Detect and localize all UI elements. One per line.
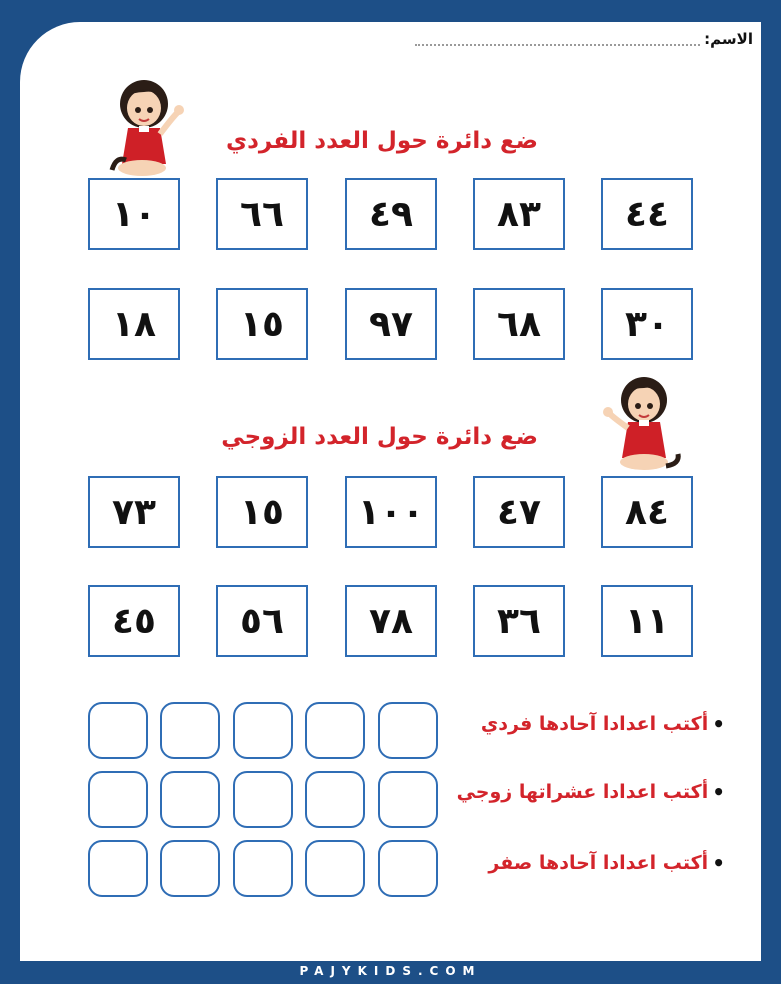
number-box[interactable]: ١٥	[216, 288, 308, 360]
answer-box[interactable]	[378, 771, 438, 828]
name-field[interactable]	[415, 30, 753, 48]
number-box[interactable]: ٣٦	[473, 585, 565, 657]
answer-box[interactable]	[88, 771, 148, 828]
exercise-text: أكتب اعدادا آحادها فردي	[480, 713, 709, 735]
answer-box[interactable]	[305, 840, 365, 897]
number-box[interactable]: ٤٤	[601, 178, 693, 250]
answer-box[interactable]	[160, 702, 220, 759]
girl-illustration	[106, 72, 192, 184]
girl-illustration	[598, 370, 684, 478]
section1-title: ضع دائرة حول العدد الفردي	[226, 128, 538, 154]
answer-box[interactable]	[160, 840, 220, 897]
name-label: الاسم:	[704, 30, 753, 48]
number-box[interactable]: ١١	[601, 585, 693, 657]
exercise-text: أكتب اعدادا آحادها صفر	[488, 852, 709, 874]
answer-box[interactable]	[378, 840, 438, 897]
answer-box[interactable]	[305, 702, 365, 759]
bullet-icon: •	[712, 851, 725, 875]
answer-box[interactable]	[378, 702, 438, 759]
answer-box[interactable]	[88, 840, 148, 897]
bullet-icon: •	[712, 780, 725, 804]
number-box[interactable]: ٨٣	[473, 178, 565, 250]
exercise-instruction	[457, 780, 725, 804]
number-box[interactable]: ٤٥	[88, 585, 180, 657]
number-box[interactable]: ١٥	[216, 476, 308, 548]
answer-box[interactable]	[233, 771, 293, 828]
number-box[interactable]: ١٨	[88, 288, 180, 360]
answer-box[interactable]	[88, 702, 148, 759]
number-box[interactable]: ٦٦	[216, 178, 308, 250]
number-box[interactable]: ٧٨	[345, 585, 437, 657]
number-box[interactable]: ٤٧	[473, 476, 565, 548]
number-box[interactable]: ٥٦	[216, 585, 308, 657]
number-box[interactable]: ١٠٠	[345, 476, 437, 548]
number-box[interactable]: ٣٠	[601, 288, 693, 360]
number-box[interactable]: ٨٤	[601, 476, 693, 548]
number-box[interactable]: ٩٧	[345, 288, 437, 360]
exercise-instruction	[481, 712, 725, 736]
answer-box[interactable]	[233, 702, 293, 759]
name-dotted-line[interactable]	[415, 32, 700, 46]
bullet-icon: •	[712, 712, 725, 736]
answer-box[interactable]	[160, 771, 220, 828]
footer-site: PAJYKIDS.COM	[299, 964, 482, 978]
answer-box[interactable]	[305, 771, 365, 828]
number-box[interactable]: ١٠	[88, 178, 180, 250]
number-box[interactable]: ٤٩	[345, 178, 437, 250]
exercise-instruction	[488, 851, 725, 875]
section2-title: ضع دائرة حول العدد الزوجي	[221, 424, 538, 450]
number-box[interactable]: ٧٣	[88, 476, 180, 548]
number-box[interactable]: ٦٨	[473, 288, 565, 360]
answer-box[interactable]	[233, 840, 293, 897]
exercise-text: أكتب اعدادا عشراتها زوجي	[456, 781, 709, 803]
